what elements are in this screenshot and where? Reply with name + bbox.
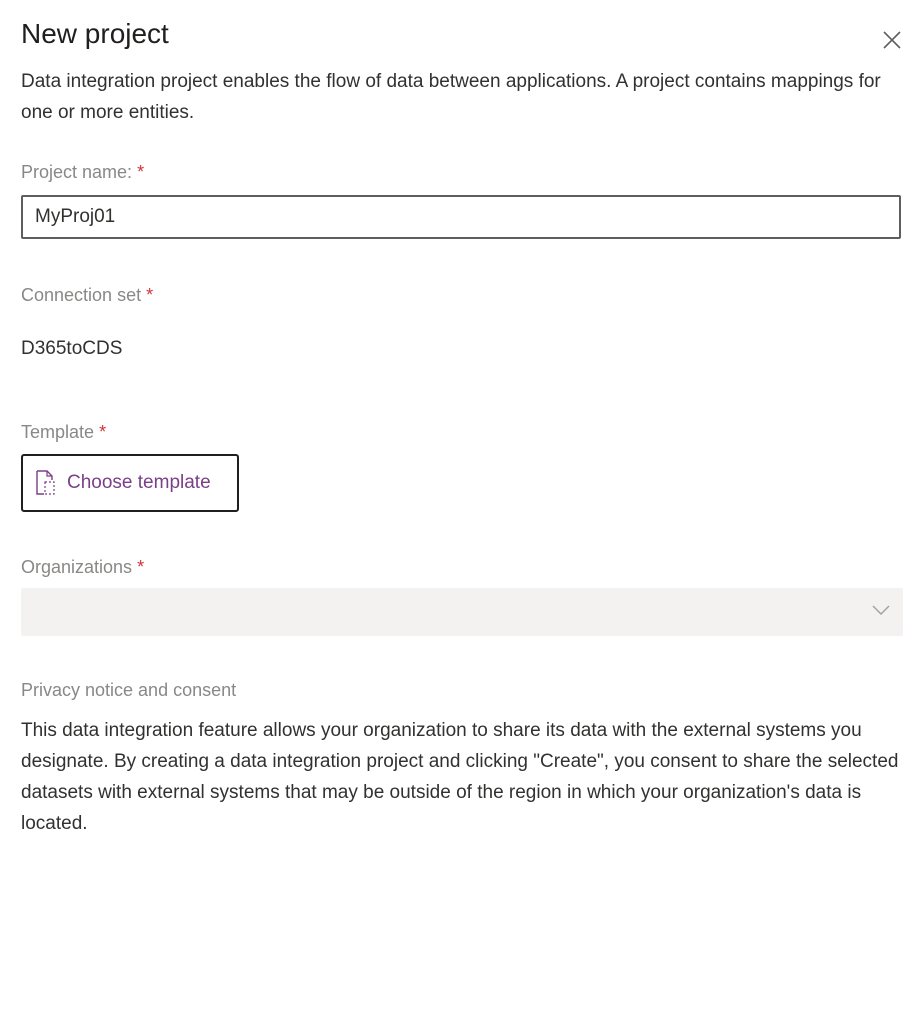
label-text: Template [21,422,95,442]
privacy-heading: Privacy notice and consent [21,680,237,700]
panel-description: Data integration project enables the flow of data between applications. A project contains mappings for one or more entities. [21,71,881,123]
organizations-label [21,557,144,578]
label-text: Project name: [21,162,133,182]
label-text: Organizations [21,557,133,577]
project-name-label [21,162,144,183]
template-label [21,422,106,443]
chevron-down-icon [872,604,890,616]
document-template-icon [35,470,57,496]
required-marker: * [137,557,145,577]
connection-set-value: D365toCDS [21,338,123,359]
required-marker: * [99,422,107,442]
close-icon [880,28,904,52]
panel-title: New project [21,18,169,49]
required-marker: * [137,162,145,182]
organizations-dropdown[interactable] [21,588,903,636]
project-name-input[interactable]: MyProj01 [21,195,901,239]
label-text: Connection set [21,285,142,305]
choose-template-label: Choose template [67,472,211,493]
choose-template-button[interactable] [21,454,239,512]
close-button[interactable] [880,28,904,52]
required-marker: * [146,285,154,305]
privacy-text: This data integration feature allows your organization to share its data with the external systems you designate. By creating a data integration project and clicking "Create", you consent to share the selected datasets with external systems that may be outside of the region in which your organization's data is located. [21,720,899,834]
connection-set-label [21,285,153,306]
